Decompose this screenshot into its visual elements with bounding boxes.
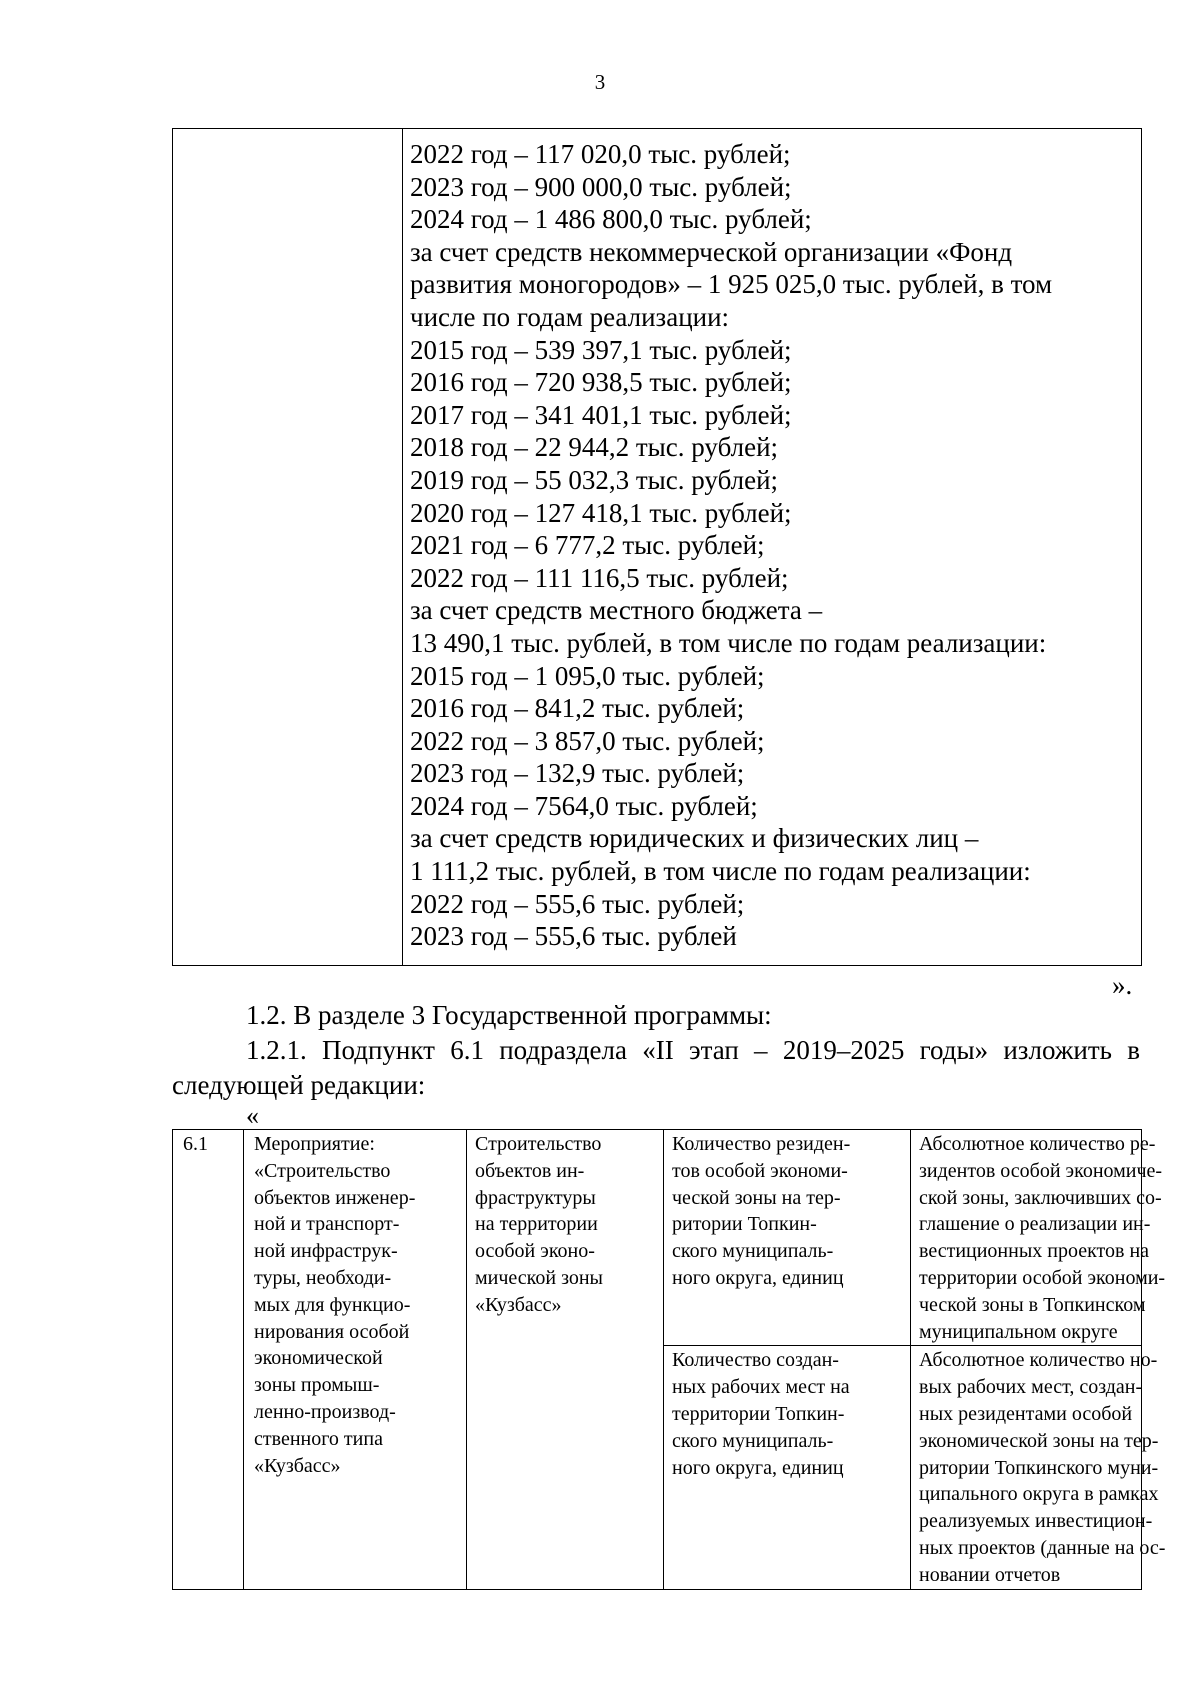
funding-table-label-cell: [173, 129, 403, 965]
cell-text-line: «Кузбасс»: [254, 1454, 341, 1477]
indicator-cell: [664, 1130, 911, 1346]
funding-line: 2022 год – 111 116,5 тыс. рублей;: [410, 562, 789, 593]
funding-line: 2015 год – 1 095,0 тыс. рублей;: [410, 660, 765, 691]
funding-line: 2024 год – 1 486 800,0 тыс. рублей;: [410, 204, 812, 235]
funding-line: 2022 год – 117 020,0 тыс. рублей;: [410, 139, 791, 169]
cell-text-line: ного округа, единиц: [672, 1456, 844, 1479]
funding-line: 2016 год – 841,2 тыс. рублей;: [410, 693, 745, 724]
method-cell: [911, 1130, 1166, 1346]
funding-line: 2022 год – 3 857,0 тыс. рублей;: [410, 725, 765, 756]
cell-text-line: территории Топкин-: [672, 1402, 845, 1425]
page-number: 3: [594, 70, 606, 94]
cell-text-line: экономической зоны на тер-: [919, 1429, 1159, 1452]
cell-text-line: реализуемых инвестицион-: [919, 1510, 1153, 1533]
cell-text-line: ственного типа: [254, 1427, 383, 1450]
subitem-6-1-paragraph-continuation: следующей редакции:: [172, 1070, 426, 1100]
cell-text-line: зоны промыш-: [254, 1374, 380, 1397]
cell-text-line: мической зоны: [475, 1266, 603, 1289]
cell-text-line: ритории Топкин-: [672, 1213, 817, 1236]
subitem-6-1-paragraph: 1.2.1. Подпункт 6.1 подраздела «II этап – 2019–2025 годы» изложить в: [246, 1035, 1140, 1065]
funding-line: 2018 год – 22 944,2 тыс. рублей;: [410, 432, 779, 463]
cell-text-line: ской зоны, заключивших со-: [919, 1186, 1162, 1209]
cell-text-line: новании отчетов: [919, 1563, 1061, 1586]
cell-text-line: объектов инженер-: [254, 1186, 416, 1209]
cell-text-line: на территории: [475, 1213, 598, 1236]
cell-text-line: мых для функцио-: [254, 1293, 411, 1316]
item-number: 6.1: [183, 1133, 208, 1155]
cell-text-line: фраструктуры: [475, 1186, 596, 1209]
cell-text-line: тов особой экономи-: [672, 1159, 848, 1182]
cell-text-line: ческой зоны в Топкинском: [919, 1293, 1146, 1316]
funding-line: 2023 год – 132,9 тыс. рублей;: [410, 758, 745, 789]
cell-text-line: ных проектов (данные на ос-: [919, 1536, 1166, 1559]
cell-text-line: ной инфраструк-: [254, 1240, 398, 1263]
result-cell: [467, 1130, 664, 1590]
cell-text-line: зидентов особой экономиче-: [919, 1159, 1163, 1182]
cell-text-line: ных рабочих мест на: [672, 1376, 850, 1399]
cell-text-line: глашение о реализации ин-: [919, 1213, 1151, 1236]
cell-text-line: особой эконо-: [475, 1240, 595, 1263]
funding-line: 1 111,2 тыс. рублей, в том числе по годам реализации:: [410, 856, 1031, 887]
cell-text-line: территории особой экономи-: [919, 1266, 1166, 1289]
funding-line: за счет средств некоммерческой организации «Фонд: [410, 236, 1013, 267]
cell-text-line: Абсолютное количество ре-: [919, 1133, 1156, 1155]
cell-text-line: ного округа, единиц: [672, 1266, 844, 1289]
funding-line: 2021 год – 6 777,2 тыс. рублей;: [410, 530, 765, 561]
plan-table: [172, 1129, 1166, 1590]
cell-text-line: нирования особой: [254, 1320, 410, 1343]
cell-text-line: экономической: [254, 1347, 383, 1370]
cell-text-line: Мероприятие:: [254, 1133, 375, 1155]
cell-text-line: вестиционных проектов на: [919, 1240, 1150, 1263]
cell-text-line: Количество создан-: [672, 1349, 839, 1372]
funding-line: 2020 год – 127 418,1 тыс. рублей;: [410, 497, 792, 528]
cell-text-line: ского муниципаль-: [672, 1429, 834, 1452]
cell-text-line: Строительство: [475, 1133, 602, 1155]
funding-line: 2019 год – 55 032,3 тыс. рублей;: [410, 464, 779, 495]
cell-text-line: туры, необходи-: [254, 1266, 392, 1289]
funding-line: 2017 год – 341 401,1 тыс. рублей;: [410, 399, 792, 430]
cell-text-line: ципального округа в рамках: [919, 1483, 1159, 1506]
cell-text-line: Абсолютное количество но-: [919, 1349, 1158, 1372]
funding-line: 13 490,1 тыс. рублей, в том числе по годам реализации:: [410, 627, 1047, 658]
funding-line: 2016 год – 720 938,5 тыс. рублей;: [410, 367, 792, 398]
section-3-amendment-paragraph: 1.2. В разделе 3 Государственной программы:: [246, 1000, 772, 1030]
cell-text-line: ных резидентами особой: [919, 1402, 1133, 1425]
funding-line: за счет средств местного бюджета –: [410, 595, 823, 626]
funding-line: числе по годам реализации:: [410, 301, 730, 332]
cell-text-line: объектов ин-: [475, 1159, 585, 1182]
cell-text-line: «Строительство: [254, 1159, 391, 1182]
funding-line: развития моногородов» – 1 925 025,0 тыс. рублей, в том: [410, 269, 1053, 300]
funding-line: 2023 год – 900 000,0 тыс. рублей;: [410, 171, 792, 202]
funding-table-value-cell: [403, 129, 1141, 965]
funding-line: 2015 год – 539 397,1 тыс. рублей;: [410, 334, 792, 365]
funding-table: [172, 128, 1142, 966]
cell-text-line: муниципальном округе: [919, 1320, 1118, 1343]
funding-line: 2023 год – 555,6 тыс. рублей: [410, 921, 737, 952]
measure-cell: [244, 1130, 467, 1590]
item-number-cell: [173, 1130, 244, 1590]
cell-text-line: ского муниципаль-: [672, 1240, 834, 1263]
funding-line: 2022 год – 555,6 тыс. рублей;: [410, 888, 745, 919]
funding-line: за счет средств юридических и физических лиц –: [410, 823, 979, 854]
cell-text-line: ческой зоны на тер-: [672, 1186, 841, 1209]
cell-text-line: ной и транспорт-: [254, 1213, 400, 1236]
cell-text-line: вых рабочих мест, создан-: [919, 1376, 1143, 1399]
opening-quote: «: [246, 1101, 259, 1130]
table-row: [173, 1130, 1142, 1346]
closing-quote: ».: [1112, 970, 1133, 1000]
cell-text-line: ритории Топкинского муни-: [919, 1456, 1159, 1479]
indicator-cell: [664, 1346, 911, 1589]
cell-text-line: «Кузбасс»: [475, 1293, 562, 1316]
funding-line: 2024 год – 7564,0 тыс. рублей;: [410, 790, 758, 821]
cell-text-line: ленно-производ-: [254, 1400, 396, 1423]
method-cell: [911, 1346, 1166, 1589]
cell-text-line: Количество резиден-: [672, 1133, 851, 1155]
